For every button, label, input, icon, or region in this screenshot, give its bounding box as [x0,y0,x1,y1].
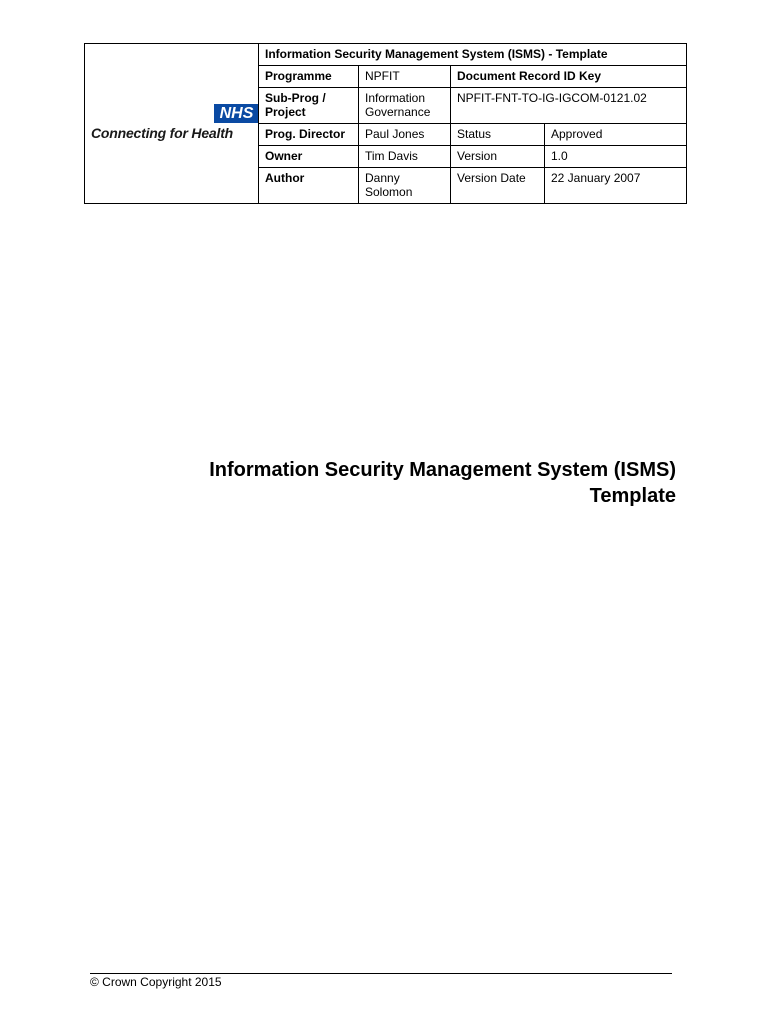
version-value: 1.0 [545,146,687,168]
footer-copyright: © Crown Copyright 2015 [90,975,222,989]
author-label: Author [259,168,359,204]
subprog-value [359,88,451,124]
nhs-badge-text: NHS [219,104,254,122]
document-title-line1: Information Security Management System (ISMS) [209,459,676,481]
document-title [116,457,676,509]
nhs-cfh-logo [91,104,259,144]
subprog-value-line2: Governance [365,105,431,119]
nhs-badge [214,104,259,123]
subprog-label-line2: Project [265,105,306,119]
status-value: Approved [545,124,687,146]
programme-value: NPFIT [359,66,451,88]
version-date-label: Version Date [451,168,545,204]
document-title-line2: Template [589,485,676,507]
owner-label: Owner [259,146,359,168]
author-value-line1: Danny [365,171,400,185]
author-value [359,168,451,204]
doc-record-label: Document Record ID Key [451,66,687,88]
director-label: Prog. Director [259,124,359,146]
subprog-label [259,88,359,124]
author-value-line2: Solomon [365,185,413,199]
logo-tagline: Connecting for Health [91,124,234,141]
header-title: Information Security Management System (ISMS) - Template [259,44,687,66]
owner-value: Tim Davis [359,146,451,168]
document-header-table [84,43,687,204]
status-label: Status [451,124,545,146]
programme-label: Programme [259,66,359,88]
subprog-value-line1: Information [365,91,426,105]
logo-cell [85,44,259,204]
version-label: Version [451,146,545,168]
footer-divider [90,973,672,974]
doc-record-value: NPFIT-FNT-TO-IG-IGCOM-0121.02 [451,88,687,124]
director-value: Paul Jones [359,124,451,146]
subprog-label-line1: Sub-Prog / [265,91,326,105]
version-date-value: 22 January 2007 [545,168,687,204]
